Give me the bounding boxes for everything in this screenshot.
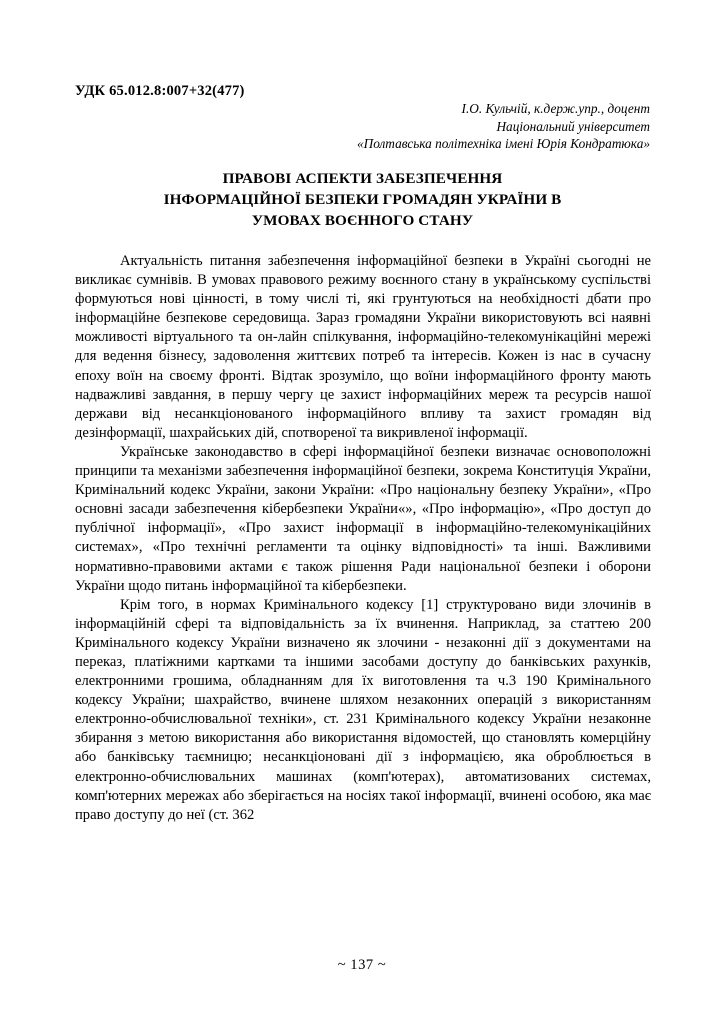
- page-title-line-3: УМОВАХ ВОЄННОГО СТАНУ: [251, 212, 474, 229]
- udc-code: УДК 65.012.8:007+32(477): [75, 83, 245, 99]
- author-institution-line2: «Полтавська політехніка імені Юрія Кондратюка»: [356, 136, 650, 151]
- paragraph: Українське законодавство в сфері інформаційної безпеки визначає основоположні принципи та механізми забезпечення інформаційної безпеки, зокрема Конституція України, Кримінальний кодекс України, закони України: «Про національну безпеку України», «Про основні засади забезпечення кібербезпеки України«», «Про інформацію», «Про доступ до публічної інформації», «Про захист інформації в інформаційно-телекомунікаційних системах», «Про технічні регламенти та оцінку відповідності» та інші. Важливими нормативно-правовими актами є також рішення Ради національної безпеки і оборони України щодо питань інформаційної та кібербезпеки.: [75, 443, 651, 594]
- paragraph: Актуальність питання забезпечення інформаційної безпеки в Україні сьогодні не викликає сумнівів. В умовах правового режиму воєнного стану в українському суспільстві формуються нові цінності, в тому числі ті, які грунтуються на необхідності дбати про інформаційне безпекове середовища. Зараз громадяни України використовують всі наявні можливості віртуального та он-лайн спілкування, інформаційно-телекомунікаційні мережі для ведення бізнесу, задоволення життєвих потреб та інтересів. Кожен із нас в сучасну епоху воїн на своєму фронті. Відтак зрозуміло, що воїни інформаційного фронту мають надважливі завдання, в першу чергу це захист інформаційних мереж та ресурсів нашої держави від несанкціонованого інформаційного впливу та захист громадян від дезінформації, шахрайських дій, спотвореної та викривленої інформації.: [75, 253, 651, 441]
- body-text: [75, 252, 651, 825]
- paragraph: Крім того, в нормах Кримінального кодексу [1] структуровано види злочинів в інформаційній сфері та відповідальність за їх вчинення. Наприклад, за статтею 200 Кримінального кодексу України визначено як злочини - незаконні дії з документами на переказ, платіжними картками та іншими засобами доступу до банківських рахунків, електронними грошима, обладнанням для їх виготовлення та ч.3 190 Кримінального кодексу України; шахрайство, вчинене шляхом незаконних операцій з використанням електронно-обчислювальної техніки», ст. 231 Кримінального кодексу України незаконне збирання з метою використання або використання відомостей, що становлять комерційну або банківську таємницю; несанкціоновані дії з інформацією, яка оброблюється в електронно-обчислювальних машинах (комп'ютерах), автоматизованих системах, комп'ютерних мережах або зберігається на носіях такої інформації, вчинені особою, яка має право доступу до неї (ст. 362: [75, 596, 651, 823]
- author-institution-line1: Національний університет: [496, 118, 650, 134]
- page-number-footer: ~ 137 ~: [337, 957, 387, 973]
- author-name-degree: І.О. Кульчій, к.держ.упр., доцент: [461, 101, 650, 116]
- page-title: [75, 168, 650, 231]
- author-affiliation-block: [130, 100, 650, 153]
- page-title-line-1: ПРАВОВІ АСПЕКТИ ЗАБЕЗПЕЧЕННЯ: [222, 170, 503, 187]
- page-title-line-2: ІНФОРМАЦІЙНОЇ БЕЗПЕКИ ГРОМАДЯН УКРАЇНИ В: [163, 191, 562, 208]
